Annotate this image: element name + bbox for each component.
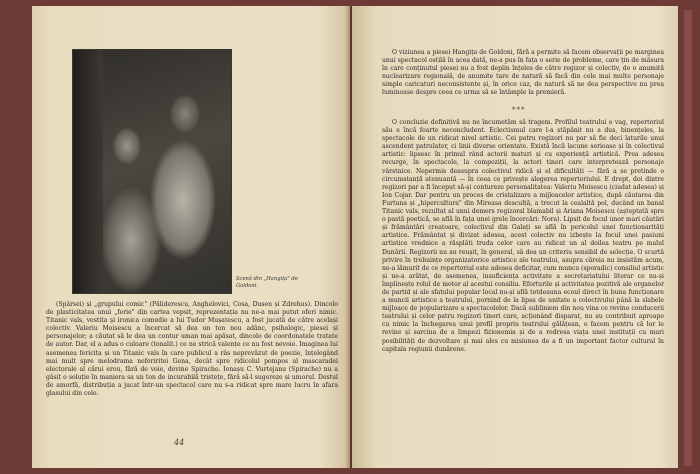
right-page-text-bottom — [382, 119, 664, 354]
right-paragraph-top: O viziunea a piesei Hangița de Goldoni, fără a permite să facem observații pe marginea unui spectacol ostilă în acea dată, ne-a pus în fața o serie de probleme, care țin de măsura în care conținutul piesei nu a fost deplin înțeles de către regizor și colectiv, de o anumită nuclearizare regională, de anumite tare de natură să facă din cele mai multe personaje simple caricaturi neconsistente și, în orice caz, de natură să ne dea perspective nu prea luminoase despre ceea ce urma să se întâmple la premieră. — [382, 49, 664, 97]
right-paragraph-bottom: O concluzie definitivă nu ne încumetăm să tragem. Profilul teatrului e vag, repertoriul său e încă foarte neconcludent. Eclectismul care l-a stăpânit nu a dus, binențeles, la spectacole de un ridicat nivel artistic. Cei patru regizori nu par să fie deci laturile unui ascendent patrulater, ci linii diverse orientate. Există încă lacune serioase și în colectivul artistic: lipsesc în primul rând actorii maturi și cu experiență artistică. Prea adesea recurge, în spectacole, la compoziții, la actori tineri care interpretează personaje vârstnice. Nepermis deasupra colectivul ridică și el dificultăți — fără a se pretinde o circumstanță atenuantă — în ceea ce privește alegerea repertoriului. E drept, doi dintre regizori par a fi început să-și contureze personalitatea: Valeriu Moisescu (ciudat adesea) și Ion Cojar. Dar pentru un proces de cristalizare a mijloacelor artistice, după căutarea din Furtuna și „hipercultura" din Mireasa desculță, a trecut la cealaltă pol, ducând un banal Titanic vals, rezultat al unui demers regizoral blamabil și Ariana Moisescu (așteptată spre o pastă poetică, se află în fața unei grele încercări: Nora). Lipsit de focul unor mari căutări și frământări creatoare, colectivul din Galați se află în pericolul unei funcționarități artistice. Frământat și divizat adesea, acest colectiv nu izbește la focul unei pasiuni artistice vrednice a răsplăti truda celor care au ridicat un al doilea teatru pe malul Dunării. Regizorii nu au reușit, în general, să dea un criteriu sensibil de selecție. O scurtă privire în trebuințe organizatorice artistice ale teatrului, asupra căreia nu insistăm acum, ne-a lămurit de ce repertoriul este adesea deficitar, cum munca (sporadic) consiliul artistic și ne-a arătat, de asemenea, insuficiența activitate a secretariatului literar ce nu-și împlinește rolul de motor al acestui consiliu. Eforturile și activitatea pozitivă ale organelor de partid și ale sfatului popular local nu-și află totdeauna ecoul direct în buna funcționare a muncii artistice a teatrului, pornind de la lipsa de unitate a colectivului până la slabele mijloace de popularizare a spectacolelor. Dacă subliniem din nou vina ce revine conducerii teatrului și celor patru regizori tineri care, acționând disparat, nu au contribuit aproape cu nimic la închegarea unui profil propriu teatrului gălățean, o facem pentru că lor le revine și sarcina de a limpezi fizionomia și de a redresa viața unei instituții cu mari posibilități de dezvoltare și mai ales cu misiunea de a fi un important factor cultural în capitala regiunii dunărene. — [382, 119, 664, 353]
left-paragraph: (Spărsei) și „grupului comic" (Păliderescu, Anghelovici, Cosa, Dusen și Zdrehus). Dincolo de plasticitatea unui „ferie" din cartea vopsit, reprezentația nu ne-a mai putut oferi nimic. Titanic vals, vestita și ironica comedie a lui Tudor Mușatescu, a fost jucată de către același colectiv. Valeriu Moisescu a încercat să dea un ton nou adânc, psihologic, piesei și personajelor; a căutat să le dea un contur uman mai apăsat, dincolo de coordonatele tratate de autor. Dar, el a adus o culoare (tonalit.) ce ne strică valențe ce nu fost nevoie. Imaginea lui asemenea fericita și un Titanic vals în care publicul a râs neprevăzut de poezie, înțelegând mai mult spre melodrama neferiritei Gena, decât spre ridicolul pompos al mascaradei electorale al cărui erou, fără de voie, devine Spirache. Ionașu C. Vurtejanu (Spirache) nu a găsit o soluție în maniera sa un ton de incurabilă tristețe, fără să-l sugereze și umorul. Destul de amorfă, distribuția a jucat într-un spectacol care nu s-a ridicat spre mare lucru în afara glasului din cele. — [46, 301, 338, 398]
book-cover-edge — [684, 10, 692, 466]
left-page-text — [46, 301, 338, 398]
photo-caption: Scenă din „Hangița" de Goldoni. — [236, 276, 298, 289]
photo-curtain — [73, 50, 103, 293]
right-page — [352, 6, 678, 468]
page-number: 44 — [174, 438, 185, 447]
right-page-text-top — [382, 49, 664, 98]
section-separator: *** — [512, 106, 526, 114]
stage-photo — [72, 49, 232, 294]
left-page — [32, 6, 350, 468]
